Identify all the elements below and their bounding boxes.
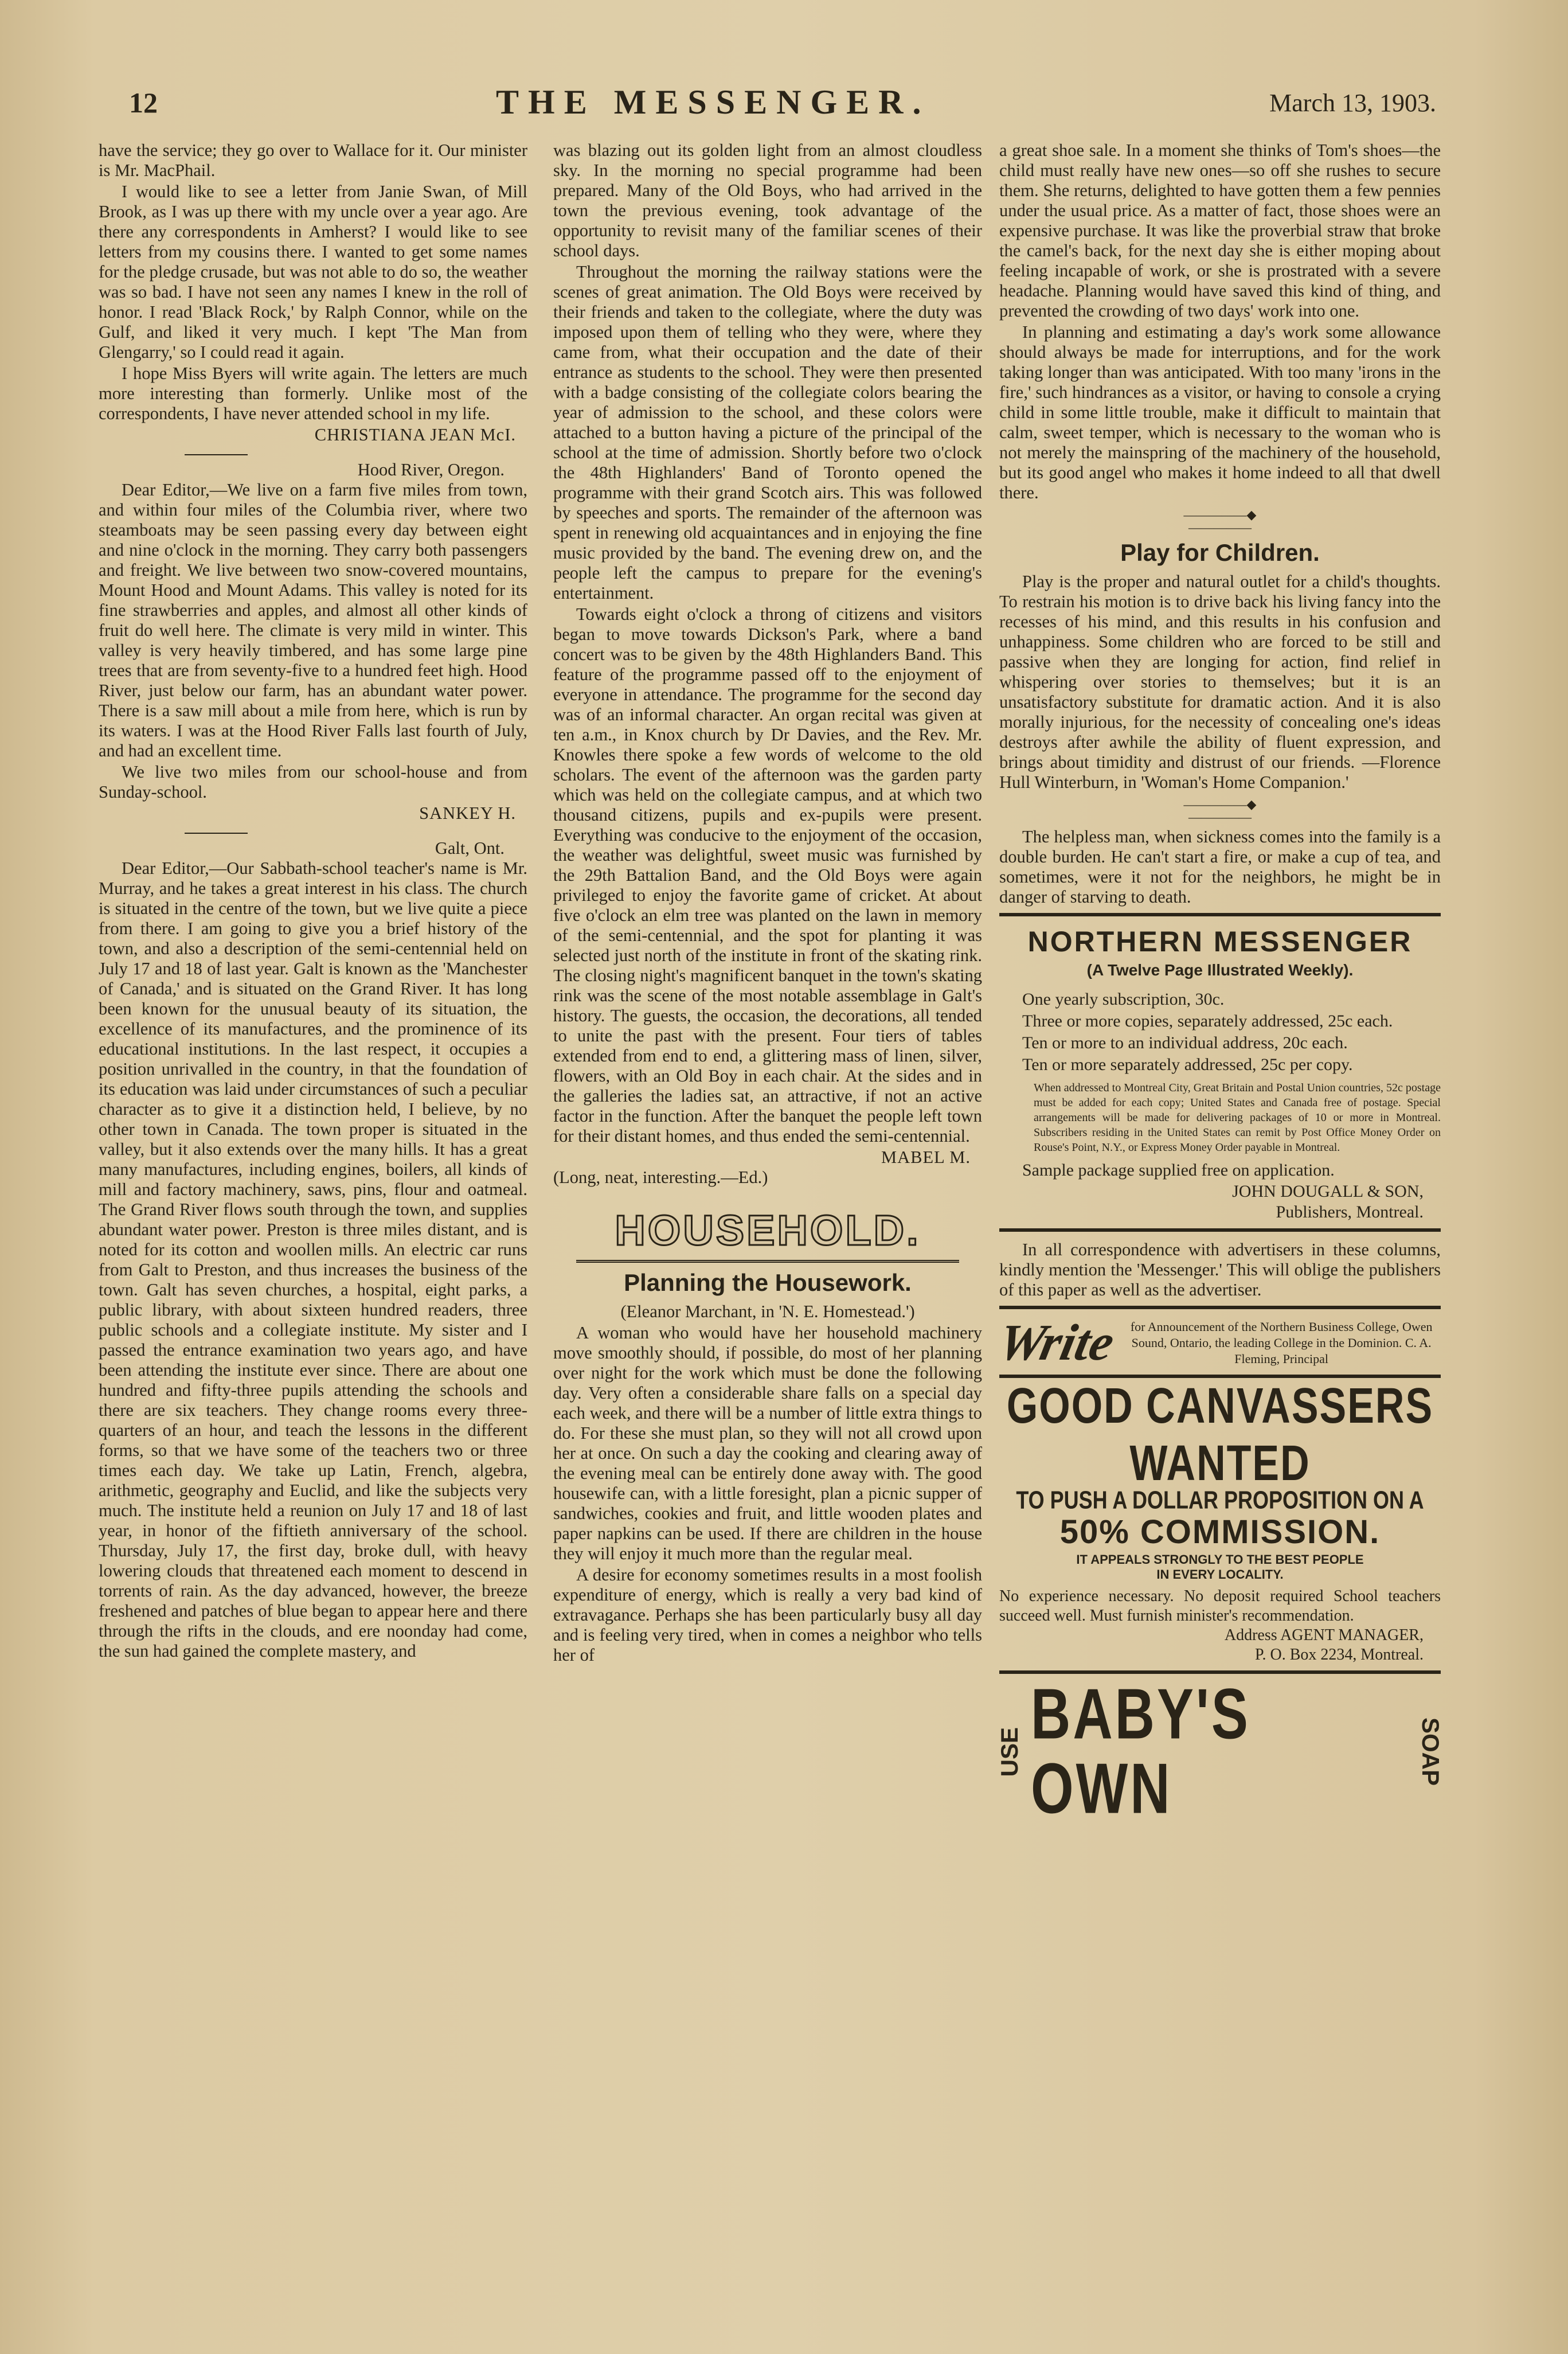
canvassers-ad — [999, 1377, 1441, 1665]
article-title: Planning the Housework. — [624, 1269, 912, 1296]
paragraph: was blazing out its golden light from an almost cloudless sky. In the morning no special programme had been prepared. Many of the Old Boys, who had arrived in the town the previous evening, took advantage of the opportunity to revisit many of the familiar scenes of their school days. — [553, 140, 982, 260]
northern-messenger-ad — [999, 924, 1441, 1223]
postage-note: When addressed to Montreal City, Great Britain and Postal Union countries, 52c postage must be added for each copy; United States and Canada free of postage. Special arrangements will be made for delivering packages of 10 or more in Montreal. Subscribers residing in the United States can remit by Post Office Money Order on Rouse's Point, N.Y., or Express Money Order payable in Montreal. — [1034, 1082, 1441, 1154]
paragraph: Dear Editor,—Our Sabbath-school teacher's name is Mr. Murray, and he takes a great interest in his class. The church is situated in the centre of the town, but we live quite a piece from there. I am going to give you a brief history of the town, and also a description of the semi-centennial held on July 17 and 18 of last year. Galt is known as the 'Manchester of Canada,' and is situated on the Grand River. It has long been known for the unusual beauty of its situation, the excellence of its manufactures, and the prominence of its educational institutions. In the last respect, it occupies a position unrivalled in the country, in that the foundation of its education was laid under circumstances of such a peculiar character as to give it a distinction held, I believe, by no other town in Canada. The town proper is situated in the valley, but it also extends over the many hills. It has a great many manufactures, including engines, boilers, all kinds of mill and factory machinery, saws, pins, flour and oatmeal. The Grand River flows south through the town, and supplies abundant water power. Preston is three miles distant, and is noted for its cotton and woollen mills. An electric car runs from Galt to Preston, and thus increases the business of the town. Galt has seven churches, a hospital, eight parks, a public library, with about sixteen hundred readers, three public schools and a collegiate institute. My sister and I passed the entrance examination two years ago, and have been attending the institute ever since. There are about one hundred and fifty-three pupils attending the schools and there are six teachers. They change rooms every three-quarters of an hour, and teach the lessons in the different forms, so that we have some of the teachers two or three times each day. We take up Latin, French, algebra, arithmetic, geography and Euclid, and like the subjects very much. The institute held a reunion on July 17 and 18 of last year, in honor of the fiftieth anniversary of the school. Thursday, July 17, the first day, broke dull, with heavy lowering clouds that threatened each moment to descend in torrents of rain. As the day advanced, however, the breeze freshened and patches of blue began to appear here and there through the rifts in the clouds, and ere noonday had come, the sun had gained the complete mastery, and — [99, 858, 527, 1661]
paragraph: Throughout the morning the railway stations were the scenes of great animation. The Old Boys were received by their friends and taken to the collegiate, where the duty was imposed upon them of telling who they were, where they came from, what their occupation and the date of their entrance as students to the school. They were then presented with a badge consisting of the collegiate colors bearing the year of admission to the school, and these colors were attached to a button having a picture of the principal of the school at the time of admission. Shortly before two o'clock the 48th Highlanders' Band of Toronto opened the programme with their grand Scotch airs. This was followed by speeches and sports. The remainder of the afternoon was spent in renewing old acquaintances and in enjoying the fine music provided by the band. The evening drew on, and the people left the campus to prepare for the evening's entertainment. — [553, 262, 982, 603]
ad-script-word: Write — [993, 1314, 1119, 1371]
divider — [576, 1260, 959, 1263]
divider — [999, 913, 1441, 916]
sample-note: Sample package supplied free on application. — [1022, 1161, 1335, 1180]
byline: (Eleanor Marchant, in 'N. E. Homestead.') — [620, 1302, 915, 1321]
column-2 — [553, 140, 982, 2314]
paragraph: A woman who would have her household machinery move smoothly should, if possible, do most of her planning over night for the work which must be done the following day. Very often a considerable share falls on a special day each week, and there will be a number of little extra things to do. For these she must plan, so they will not all crowd upon her at once. On such a day the cooking and clearing away of the evening meal can be entirely done away with. The good housewife can, with a little foresight, plan a picnic supper of sandwiches, cookies and fruit, and little wooden plates and paper napkins can be used. If there are children in the house they will enjoy it much more than the regular meal. — [553, 1323, 982, 1563]
paragraph: I hope Miss Byers will write again. The letters are much more interesting than formerly. Unlike most of the correspondents, I have never attended school in my life. — [99, 364, 527, 423]
commission-headline: 50% COMMISSION. — [1059, 1513, 1381, 1551]
ad-address: P. O. Box 2234, Montreal. — [1255, 1646, 1424, 1664]
signature: SANKEY H. — [419, 803, 516, 823]
ad-subtitle: (A Twelve Page Illustrated Weekly). — [1086, 961, 1354, 979]
editor-note: (Long, neat, interesting.—Ed.) — [553, 1168, 768, 1187]
ad-title: NORTHERN MESSENGER — [1027, 926, 1413, 958]
price-line: Ten or more to an individual address, 20c each. — [1022, 1033, 1348, 1052]
paragraph: Towards eight o'clock a throng of citizens and visitors began to move towards Dickson's Park, where a band concert was to be given by the 48th Highlanders Band. This feature of the programme passed off to the enjoyment of everyone in attendance. The programme for the second day was of an informal character. An organ recital was given at ten a.m., in Knox church by Dr Davies, and the Rev. Mr. Knowles there spoke a few words of welcome to the old scholars. The event of the afternoon was the garden party which was held on the collegiate campus, and at which two thousand citizens, pupils and ex-pupils were present. Everything was conducive to the enjoyment of the occasion, the weather was delightful, sweet music was furnished by the 29th Battalion Band, and the Old Boys were again privileged to enjoy the favorite game of cricket. At about five o'clock an elm tree was planted on the lawn in memory of the semi-centennial, and the spot for planting it was selected just north of the institute in front of the skating rink. The closing night's magnificent banquet in the town's skating rink was the scene of the most notable assemblage in Galt's history. The guests, the occasion, the decorations, all tended to unite the past with the present. Four tiers of tables extended from end to end, a glittering mass of linen, silver, flowers, with an Old Boy in each chair. At the sides and in the galleries the ladies sat, an attractive, if not an active factor in the function. After the banquet the people left town for their distant homes, and thus ended the semi-centennial. — [553, 604, 982, 1146]
publisher-name: JOHN DOUGALL & SON, — [1232, 1182, 1424, 1201]
paragraph: The helpless man, when sickness comes into the family is a double burden. He can't start a fire, or make a cup of tea, and sometimes, were it not for the neighbors, he might be in danger of starving to death. — [999, 827, 1441, 907]
ad-title: GOOD CANVASSERS WANTED — [1006, 1377, 1434, 1491]
paragraph: In planning and estimating a day's work some allowance should always be made for interruptions, and for the work taking longer than was anticipated. With too many 'irons in the fire,' such hindrances as a visitor, or having to console a crying child in some little trouble, make it difficult to maintain that calm, sweet temper, which is necessary to the woman who is not merely the mainspring of the machinery of the household, but its good angel who makes it home indeed to all that dwell there. — [999, 322, 1441, 502]
divider — [185, 833, 248, 834]
divider — [999, 1670, 1441, 1674]
paragraph: We live two miles from our school-house and from Sunday-school. — [99, 762, 527, 802]
ad-side-word: SOAP — [1417, 1717, 1445, 1786]
ad-side-word: USE — [996, 1727, 1023, 1777]
paragraph: Dear Editor,—We live on a farm five miles from town, and within four miles of the Columbia river, where two steamboats may be seen passing every day between eight and nine o'clock in the morning. They carry both passengers and freight. We live between two snow-covered mountains, Mount Hood and Mount Adams. This valley is noted for its fine strawberries and apples, and almost all other kinds of fruit do well here. The climate is very mild in winter. This valley is very heavily timbered, and has some large pine trees that are from seventy-five to a hundred feet high. Hood River, just below our farm, has an abundant water power. There is a saw mill about a mile from here, which is run by its waters. I was at the Hood River Falls last fourth of July, and had an excellent time. — [99, 480, 527, 760]
ad-body: No experience necessary. No deposit required School teachers succeed well. Must furnish minister's recommendation. — [999, 1587, 1441, 1625]
divider — [999, 1306, 1441, 1309]
page-number: 12 — [129, 87, 158, 119]
article-title: Play for Children. — [1120, 539, 1320, 566]
price-line: Three or more copies, separately addressed, 25c each. — [1022, 1012, 1393, 1030]
divider — [999, 1228, 1441, 1232]
ad-brand: BABY'S OWN — [1031, 1674, 1250, 1829]
ad-subtitle: TO PUSH A DOLLAR PROPOSITION ON A — [1016, 1485, 1424, 1514]
paragraph: I would like to see a letter from Janie Swan, of Mill Brook, as I was up there with my uncle over a year ago. Are there any correspondents in Amherst? I would like to see letters from my cousins there. I wanted to get some names for the pledge crusade, but was not able to do so, the weather was so bad. I have not seen any names I knew in the roll of honor. I read 'Black Rock,' by Ralph Connor, while on the Gulf, and liked it very much. I kept 'The Man from Glengarry,' so I could read it again. — [99, 182, 527, 362]
ad-address: Address AGENT MANAGER, — [1224, 1626, 1424, 1644]
ad-tagline: IN EVERY LOCALITY. — [1156, 1567, 1284, 1582]
babys-own-soap-ad — [996, 1674, 1445, 1829]
letter-location: Galt, Ont. — [435, 838, 505, 858]
section-heading: HOUSEHOLD. — [615, 1207, 921, 1254]
newspaper-title: THE MESSENGER. — [496, 83, 930, 121]
ornament-divider: —————◆————— — [1183, 508, 1257, 534]
publisher-city: Publishers, Montreal. — [1276, 1203, 1424, 1221]
masthead — [129, 83, 1436, 132]
paragraph: Play is the proper and natural outlet for a child's thoughts. To restrain his motion is to drive back his living fancy into the recesses of his mind, and this results in his confusion and unhappiness. Some children who are forced to be still and passive when they are longing for action, find relief in whispering over stories to themselves; but it is an unsatisfactory substitute for dramatic action. And it is also morally injurious, for the necessity of concealing one's ideas destroys after awhile the ability of fluent expression, and brings about timidity and distrust of our friends. —Florence Hull Winterburn, in 'Woman's Home Companion.' — [999, 572, 1441, 792]
issue-date: March 13, 1903. — [1269, 89, 1436, 117]
business-college-ad — [993, 1314, 1441, 1371]
ornament-divider: —————◆————— — [1183, 797, 1257, 824]
advertiser-note: In all correspondence with advertisers in these columns, kindly mention the 'Messenger.' This will oblige the publishers of this paper as well as the advertiser. — [999, 1240, 1441, 1299]
paragraph: A desire for economy sometimes results in a most foolish expenditure of energy, which is really a very bad kind of extravagance. Perhaps she has been particularly busy all day and is feeling very tired, when in comes a neighbor who tells her of — [553, 1565, 982, 1665]
paragraph: have the service; they go over to Wallace for it. Our minister is Mr. MacPhail. — [99, 140, 527, 180]
price-line: Ten or more separately addressed, 25c per copy. — [1022, 1055, 1353, 1074]
divider — [185, 454, 248, 455]
column-1 — [99, 140, 527, 2314]
ad-text: for Announcement of the Northern Business College, Owen Sound, Ontario, the leading College in the Dominion. C. A. Fleming, Principal — [1130, 1320, 1433, 1366]
price-line: One yearly subscription, 30c. — [1022, 990, 1225, 1009]
signature: CHRISTIANA JEAN McI. — [314, 425, 516, 444]
column-3 — [993, 140, 1445, 2314]
paragraph: a great shoe sale. In a moment she thinks of Tom's shoes—the child must really have new ones—so off she rushes to secure them. She returns, delighted to have gotten them a few pennies under the usual price. As a matter of fact, those shoes were an expensive purchase. It was like the proverbial straw that broke the camel's back, for the next day she is either moping about feeling incapable of work, or she is prostrated with a severe headache. Planning would have saved this kind of thing, and prevented the crowding of two days' work into one. — [999, 140, 1441, 321]
signature: MABEL M. — [881, 1147, 971, 1167]
ad-tagline: IT APPEALS STRONGLY TO THE BEST PEOPLE — [1076, 1552, 1364, 1567]
letter-location: Hood River, Oregon. — [357, 460, 505, 479]
